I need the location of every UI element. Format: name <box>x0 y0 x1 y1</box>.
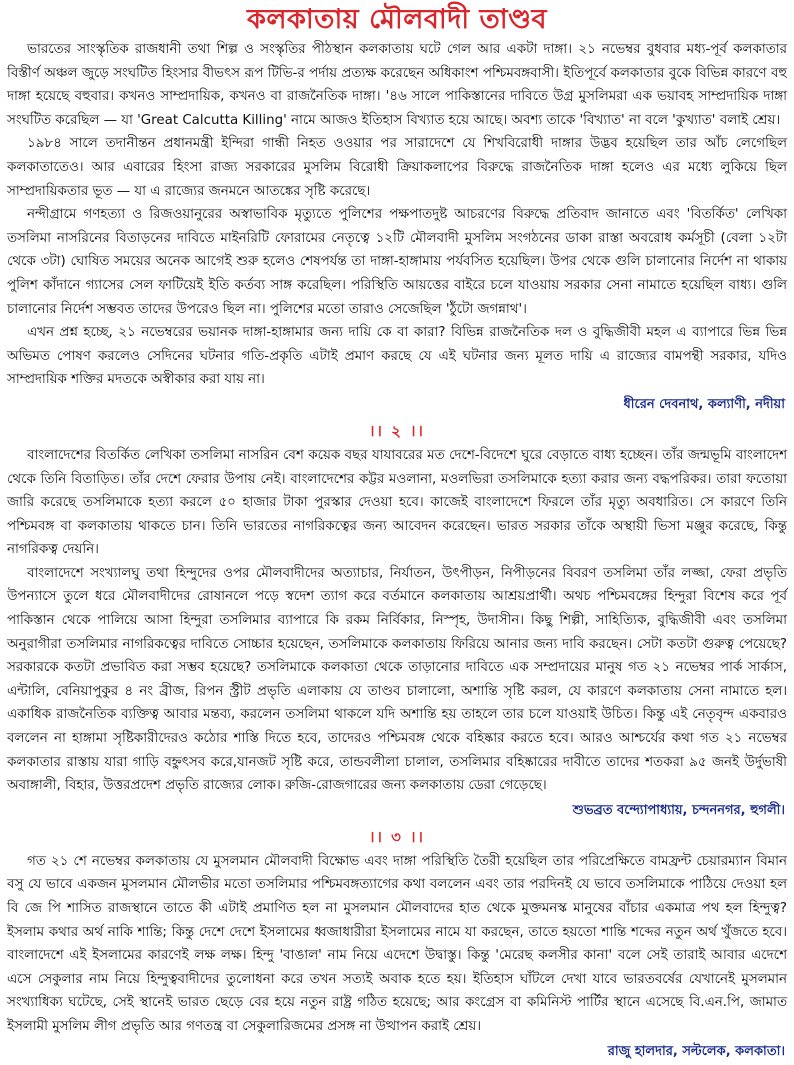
letter-1-paragraph-3: নন্দীগ্রামে গণহত্যা ও রিজওয়ানুরের অস্বাভাবিক মৃত্যুতে পুলিশের পক্ষপাতদুষ্ট আচরণের বিরুদ্ধে প্রতিবাদ জানাতে এবং 'বিতর্কিত' লেখিকা তসলিমা নাসরিনের বিতাড়নের দাবিতে মাইনরিটি ফোরামের নেতৃত্বে ১২টি মৌলবাদী মুসলিম সংগঠনের ডাকা রাস্তা অবরোধ কর্মসূচী (বেলা ১২টা থেকে ৩টা) ঘোষিত সময়ের অনেক আগেই শুরু হলেও শেষপর্যন্ত তা দাঙ্গা-হাঙ্গামায় পর্যবসিত হয়েছিল। উপর থেকে গুলি চালানোর নির্দেশ না থাকায় পুলিশ কাঁদানে গ্যাসের সেল ফাটিয়েই ইতি কর্তব্য সাঙ্গ করেছিল। পরিস্থিতি আয়ত্তের বাইরে চলে যাওয়ায় সরকার সেনা নামাতে হয়েছিল বাধ্য। গুলি চালানোর নির্দেশ সম্ভবত তাদের উপরেও ছিল না। পুলিশের মতো তারাও সেজেছিল 'ঠুঁটো জগন্নাথ'। <box>7 207 787 317</box>
letter-3 <box>7 850 787 1065</box>
letter-1-paragraph-1: ভারতের সাংস্কৃতিক রাজধানী তথা শিল্প ও সংস্কৃতির পীঠস্থান কলকাতায় ঘটে গেল আর একটা দাঙ্গা। ২১ নভেম্বর বুধবার মধ্য-পূর্ব কলকাতার বিস্তীর্ণ অঞ্চল জুড়ে সংঘটিত হিংসার বীভৎস রূপ টিভি-র পর্দায় প্রত্যক্ষ করেছেন অধিকাংশ পশ্চিমবঙ্গবাসী। ইতিপূর্বে কলকাতার বুকে বিভিন্ন কারণে বহু দাঙ্গা হয়েছে বহুবার। কখনও সাম্প্রদায়িক, কখনও বা রাজনৈতিক দাঙ্গা। '৪৬ সালে পাকিস্তানের দাবিতে উগ্র মুসলিমরা এক ভয়াবহ সাম্প্রদায়িক দাঙ্গা সংঘটিত করেছিল — যা 'Great Calcutta Killing' নামে আজও ইতিহাস বিখ্যাত হয়ে আছে। অবশ্য তাকে 'বিখ্যাত' না বলে 'কুখ্যাত' বলাই শ্রেয়। <box>7 42 787 128</box>
page-headline: কলকাতায় মৌলবাদী তাণ্ডব <box>246 4 548 35</box>
letter-3-paragraph-1: গত ২১ শে নভেম্বর কলকাতায় যে মুসলমান মৌলবাদী বিক্ষোভ এবং দাঙ্গা পরিস্থিতি তৈরী হয়েছিল তার পরিপ্রেক্ষিতে বামফ্রন্ট চেয়ারম্যান বিমান বসু যে ভাবে একজন মুসলমান মৌলভীর মতো তসলিমার পশ্চিমবঙ্গত্যাগের কথা বললেন এবং তার পরদিনই যে ভাবে তসলিমাকে পাঠিয়ে দেওয়া হল বি জে পি শাসিত রাজস্থানে তাতে কী এটাই প্রমাণিত হল না মুসলমান মৌলবাদের হাত থেকে মুক্তমনস্ক মানুষের বাঁচার একমাত্র পথ হল হিন্দুত্ব? ইসলাম কথার অর্থ নাকি শান্তি; কিন্তু দেশে দেশে ইসলামের ধ্বজাধারীরা ইসলামের নামে যা করছেন, তাতে হয়তো শান্তি শব্দের নতুন অর্থ খুঁজতে হবে। বাংলাদেশে এই ইসলামের কারণেই লক্ষ লক্ষ। হিন্দু 'বাঙাল' নাম নিয়ে এদেশে উদ্বাস্তু। কিন্তু 'মেরেছ কলসীর কানা' বলে সেই তারাই আবার এদেশে এসে সেকুলার নাম নিয়ে হিন্দুত্ববাদীদের তুলোধনা করে তখন সত্যই অবাক হতে হয়। ইতিহাস ঘাঁটলে দেখা যাবে ভারতবর্ষের যেখানেই মুসলমান সংখ্যাধিক্য ঘটেছে, সেই স্থানেই ভারত ছেড়ে বের হয়ে নতুন রাষ্ট্র গঠিত হয়েছে; আর কংগ্রেস বা কমিনিস্ট পার্টির স্থানে এসেছে বি.এন.পি, জামাত ইসলামী মুসলিম লীগ প্রভৃতি আর গণতন্ত্র বা সেকুলারিজমের প্রসঙ্গ না উত্থাপন করাই শ্রেয়। <box>7 853 787 1034</box>
letters-body <box>7 38 787 1065</box>
letter-1 <box>7 38 787 418</box>
letter-2-paragraph-2: বাংলাদেশে সংখ্যালঘু তথা হিন্দুদের ওপর মৌলবাদীদের অত্যাচার, নির্যাতন, উৎপীড়ন, নিপীড়নের বিবরণ তসলিমা তাঁর লজ্জা, ফেরা প্রভৃতি উপন্যাসে তুলে ধরে মৌলবাদীদের রোষানলে পড়ে স্বদেশ ত্যাগ করে বর্তমানে কলকাতায় আশ্রয়প্রার্থী। অথচ পশ্চিমবঙ্গের হিন্দুরা বিশেষ করে পূর্ব পাকিস্তান থেকে পালিয়ে আসা হিন্দুরা তসলিমার ব্যাপারে কি রকম নির্বিকার, নিস্পৃহ, উদাসীন। কিছু শিল্পী, সাহিত্যিক, বুদ্ধিজীবী এবং তসলিমা অনুরাগীরা তসলিমার নাগরিকত্বের দাবিতে সোচ্চার হয়েছেন, তসলিমাকে কলকাতায় ফিরিয়ে আনার জন্য দাবি করছেন। সেটা কতটা গুরুত্ব পেয়েছে? সরকারকে কতটা প্রভাবিত করা সম্ভব হয়েছে? তসলিমাকে কলকাতা থেকে তাড়ানোর দাবিতে এক সম্প্রদায়ের মানুষ গত ২১ নভেম্বর পার্ক সার্কাস, এন্টালি, বেনিয়াপুকুর ৪ নং ব্রীজ, রিপন স্ট্রীট প্রভৃতি এলাকায় যে তাণ্ডব চালালো, অশান্তি সৃষ্টি করল, যে কারণে কলকাতায় সেনা নামাতে হল। একাধিক রাজনৈতিক ব্যক্তিত্ব আবার মন্তব্য, করলেন তসলিমা থাকলে যদি অশান্তি হয় তাহলে তার চলে যাওয়াই উচিত। কিন্তু এই নেতৃবৃন্দ একবারও বললেন না হাঙ্গামা সৃষ্টিকারীদেরও কঠোর শাস্তি দিতে হবে, তাদেরও পশ্চিমবঙ্গ থেকে বহিষ্কার করতে হবে। আরও আশ্চর্যের কথা গত ২১ নভেম্বর কলকাতার রাস্তায় যারা গাড়ি বহ্নুৎসব করে,যানজট সৃষ্টি করে, তান্ডবলীলা চালাল, তসলিমার বহিষ্কারের দাবীতে তাদের শতকরা ৯৫ জনই উর্দুভাষী অবাঙ্গালী, বিহার, উত্তরপ্রদেশ প্রভৃতি রাজ্যের লোক। রুজি-রোজগারের জন্য কলকাতায় ডেরা গেড়েছে। <box>7 565 787 794</box>
section-3-marker: ।। ৩ ।। <box>369 827 425 846</box>
letter-1-signature: ধীরেন দেবনাথ, কল্যাণী, নদীয়া <box>623 396 785 412</box>
letter-1-paragraph-4: এখন প্রশ্ন হচ্ছে, ২১ নভেম্বরের ভয়ানক দাঙ্গা-হাঙ্গামার জন্য দায়ি কে বা কারা? বিভিন্ন রাজনৈতিক দল ও বুদ্ধিজীবী মহল এ ব্যাপারে ভিন্ন ভিন্ন অভিমত পোষণ করলেও সেদিনের ঘটনার গতি-প্রকৃতি এটাই প্রমাণ করছে যে এই ঘটনার জন্য মূলত দায়ি এ রাজ্যের বামপন্থী সরকার, যদিও সাম্প্রদায়িক শক্তির মদতকে অস্বীকার করা যায় না। <box>7 325 787 388</box>
letter-1-paragraph-2: ১৯৮৪ সালে তদানীন্তন প্রধানমন্ত্রী ইন্দিরা গান্ধী নিহত ওওয়ার পর সারাদেশে যে শিখবিরোধী দাঙ্গার উদ্ভব হয়েছিল তার আঁচ লেগেছিল কলকাতাতেও। আর এবারের হিংসা রাজ্য সরকারের মুসলিম বিরোধী ক্রিয়াকলাপের বিরুদ্ধে রাজনৈতিক দাঙ্গা হলেও এর মধ্যে লুকিয়ে ছিল সাম্প্রদায়িকতার ভূত — যা এ রাজ্যের জনমনে আতঙ্কের সৃষ্টি করেছে। <box>7 136 787 199</box>
letter-2-paragraph-1: বাংলাদেশের বিতর্কিত লেখিকা তসলিমা নাসরিন বেশ কয়েক বছর যাযাবরের মত দেশে-বিদেশে ঘুরে বেড়াতে বাধ্য হচ্ছেন। তাঁর জন্মভূমি বাংলাদেশ থেকে তিনি বিতাড়িত। তাঁর দেশে ফেরার উপায় নেই। বাংলাদেশের কট্টর মওলানা, মওলভিরা তসলিমাকে হত্যা করার জন্য বদ্ধপরিকর। তারা ফতোয়া জারি করেছে তসলিমাকে হত্যা করলে ৫০ হাজার টাকা পুরস্কার দেওয়া হবে। কাজেই বাংলাদেশে ফিরলে তাঁর মৃত্যু অবধারিত। সে কারণে তিনি পশ্চিমবঙ্গ বা কলকাতায় থাকতে চান। তিনি ভারতের নাগরিকত্বের জন্য আবেদন করেছেন। ভারত সরকার তাঁকে অস্থায়ী ভিসা মঞ্জুর করেছে, কিন্তু নাগরিকত্ব দেয়নি। <box>7 447 787 558</box>
letter-2 <box>7 444 787 824</box>
section-2-marker: ।। ২ ।। <box>369 421 425 440</box>
letter-2-signature: শুভব্রত বন্দ্যোপাধ্যায়, চন্দননগর, হুগলী। <box>572 802 785 818</box>
letter-3-signature: রাজু হালদার, সল্টলেক, কলকাতা। <box>607 1043 785 1059</box>
